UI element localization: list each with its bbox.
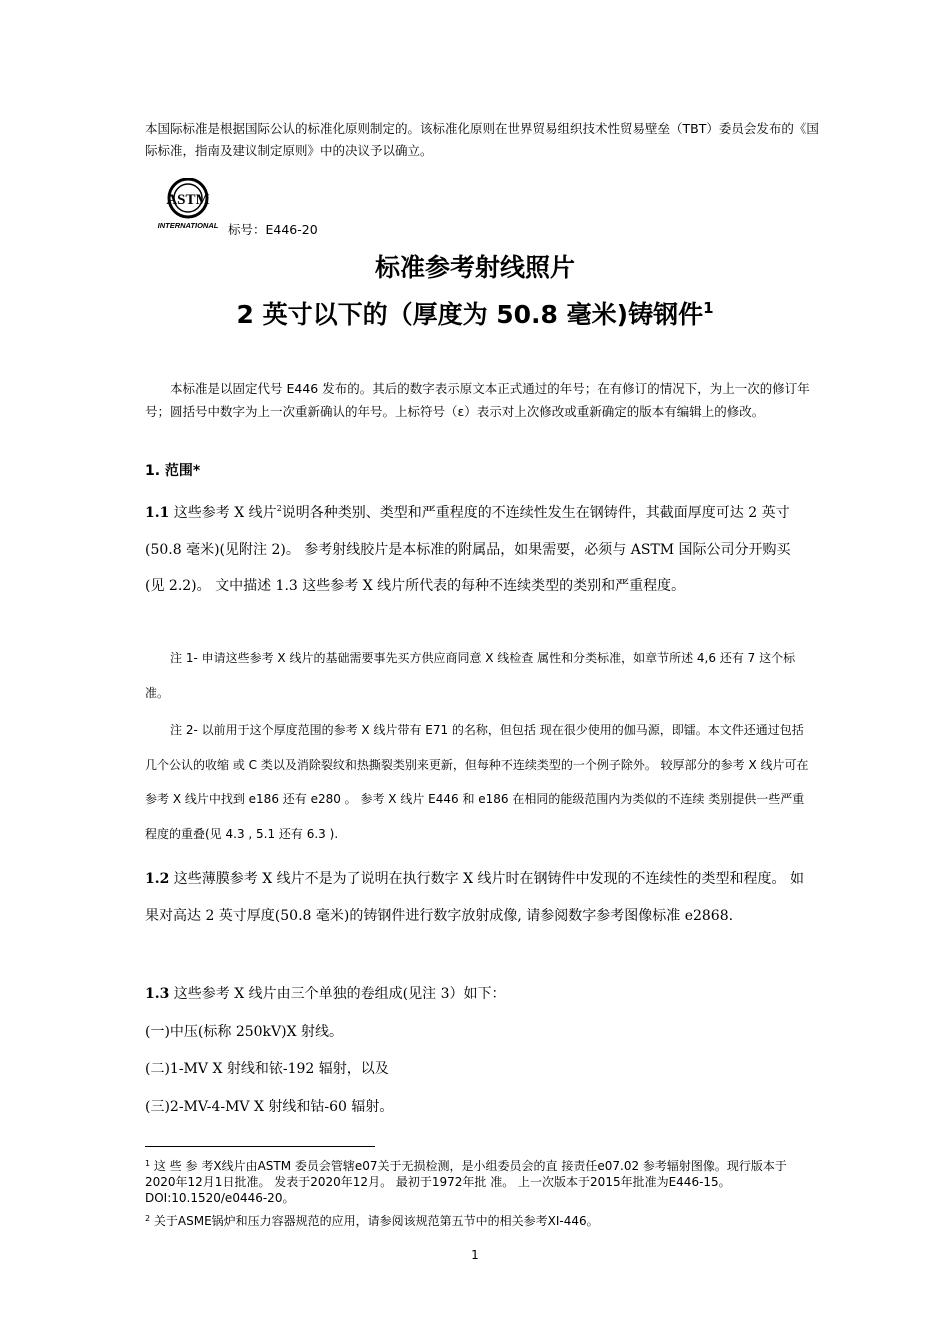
- note-2: [145, 713, 810, 852]
- footnote-1-text: 这 些 参 考X线片由ASTM 委员会管辖e07关于无损检测，是小组委员会的直 接责任e07.02 参考辐射图像。现行版本于2020年12月1日批准。 发表于2020年12月。 最初于1972年批 准。 上一次版本于2015年批准为E446-15。 DOI:10.1520/e0446-20。: [145, 1159, 787, 1205]
- paragraph-1-2: [145, 861, 807, 934]
- footnote-1: [145, 1156, 810, 1206]
- preamble-paragraph: 本标准是以固定代号 E446 发布的。其后的数字表示原文本正式通过的年号；在有修订的情况下，为上一次的修订年号；圆括号中数字为上一次重新确认的年号。上标符号（ε）表示对上次修改或重新确定的版本有编辑上的修改。: [145, 381, 810, 419]
- note-1: [145, 641, 810, 710]
- paragraph-1-1-text-b: 说明各种类别、类型和严重程度的不连续性发生在钢铸件，其截面厚度可达 2 英寸(50.8 毫米)(见附注 2)。 参考射线胶片是本标准的附属品，如果需要，必须与 ASTM 国际公司分开购买(见 2.2)。 文中描述 1.3 这些参考 X 线片所代表的每种不连续类型的类别和严重程度。: [145, 505, 791, 594]
- footnote-divider: [145, 1146, 375, 1147]
- title-line-1: 标准参考射线照片: [374, 253, 575, 282]
- paragraph-1-1-number: 1.1: [145, 505, 170, 521]
- section-1-heading: 1. 范围*: [145, 463, 201, 479]
- standard-number: 标号：E446-20: [228, 222, 318, 237]
- note-2-text: 注 2- 以前用于这个厚度范围的参考 X 线片带有 E71 的名称，但包括 现在很少使用的伽马源，即镭。本文件还通过包括几个公认的收缩 或 C 类以及消除裂纹和热撕裂类别来更新，但每种不连续类型的一个例子除外。 较厚部分的参考 X 线片可在参考 X 线片中找到 e186 还有 e280 。 参考 X 线片 E446 和 e186 在相同的能级范围内为类似的不连续 类别提供一些严重程度的重叠(见 4.3 , 5.1 还有 6.3 ).: [145, 723, 809, 842]
- list-item: (二)1-MV X 射线和铱-192 辐射，以及: [145, 1061, 389, 1077]
- astm-logo: [156, 178, 220, 232]
- footnote-2: [145, 1211, 810, 1229]
- logo-astm-text: ASTM: [166, 192, 210, 208]
- footnote-1-mark: 1: [145, 1159, 151, 1168]
- intro-paragraph: 本国际标准是根据国际公认的标准化原则制定的。该标准化原则在世界贸易组织技术性贸易壁垒（TBT）委员会发布的《国际标准，指南及建议制定原则》中的决议予以确立。: [145, 121, 819, 158]
- logo-international-text: INTERNATIONAL: [157, 221, 219, 230]
- list-item: (三)2-MV-4-MV X 射线和钴-60 辐射。: [145, 1099, 394, 1115]
- paragraph-1-1: [145, 491, 807, 605]
- footnote-2-mark: 2: [145, 1214, 151, 1223]
- paragraph-1-1-text-a: 这些参考 X 线片: [169, 505, 277, 521]
- list-item: (一)中压(标称 250kV)X 射线。: [145, 1024, 344, 1040]
- title-line-2-text: 2 英寸以下的（厚度为 50.8 毫米)铸钢件: [236, 300, 704, 329]
- title-line-2: [0, 295, 950, 331]
- note-1-text: 注 1- 申请这些参考 X 线片的基础需要事先买方供应商同意 X 线检查 属性和分类标准，如章节所述 4,6 还有 7 这个标准。: [145, 651, 796, 700]
- paragraph-1-3: [145, 976, 807, 1013]
- footnote-ref-2: 2: [276, 504, 282, 513]
- paragraph-1-2-number: 1.2: [145, 871, 170, 887]
- paragraph-1-3-number: 1.3: [145, 986, 170, 1002]
- paragraph-1-3-text: 这些参考 X 线片由三个单独的卷组成(见注 3）如下：: [169, 986, 506, 1002]
- paragraph-1-2-text: 这些薄膜参考 X 线片不是为了说明在执行数字 X 线片时在钢铸件中发现的不连续性的类型和程度。 如果对高达 2 英寸厚度(50.8 毫米)的铸钢件进行数字放射成像, 请参阅数字参考图像标准 e2868.: [145, 871, 804, 924]
- title-footnote-mark: 1: [703, 299, 714, 317]
- footnote-2-text: 关于ASME锅炉和压力容器规范的应用，请参阅该规范第五节中的相关参考XI-446。: [150, 1214, 599, 1228]
- page-number: 1: [471, 1248, 479, 1262]
